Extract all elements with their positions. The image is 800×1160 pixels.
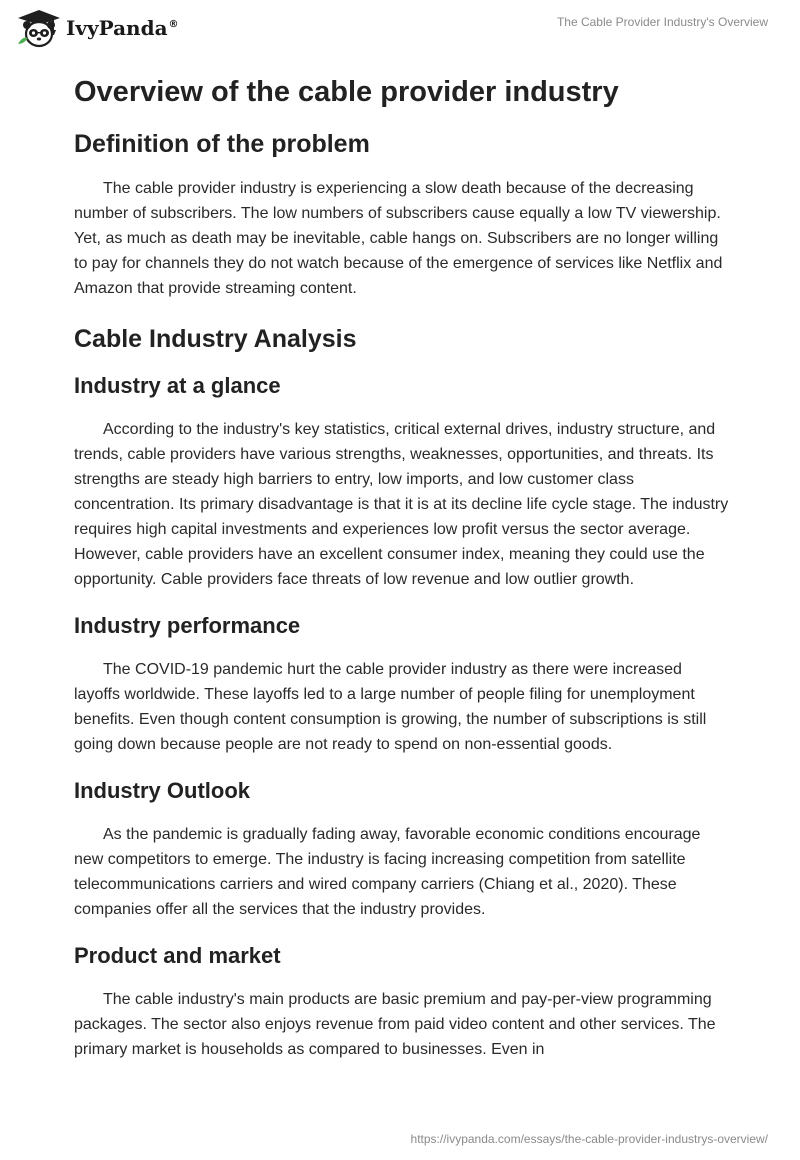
article-content — [74, 70, 730, 1062]
document-title: The Cable Provider Industry's Overview — [556, 15, 768, 29]
ivypanda-logo[interactable] — [16, 8, 179, 48]
panda-graduate-icon — [16, 8, 62, 48]
section-heading-cable-industry-analysis: Cable Industry Analysis — [74, 325, 357, 353]
section-heading-industry-performance: Industry performance — [74, 613, 301, 638]
section-heading-industry-at-a-glance: Industry at a glance — [74, 373, 281, 398]
section-paragraph-industry-at-a-glance: According to the industry's key statistics, critical external drives, industry structure, and trends, cable providers have various strengths, weaknesses, opportunities, and threats. Its strengths are steady high barriers to entry, low imports, and low customer class concentration. Its primary disadvantage is that it is at its decline life cycle stage. The industry requires high capital investments and experiences low profit versus the sector average. However, cable providers have an excellent consumer index, meaning they could use the opportunity. Cable providers face threats of low revenue and low outlier growth. — [74, 421, 729, 588]
section-paragraph-industry-outlook: As the pandemic is gradually fading away, favorable economic conditions encourage new competitors to emerge. The industry is facing increasing competition from satellite telecommunications carriers and wired company carriers (Chiang et al., 2020). These companies offer all the services that the industry provides. — [74, 826, 701, 918]
brand-name: IvyPanda® — [66, 16, 179, 40]
section-heading-industry-outlook: Industry Outlook — [74, 778, 250, 803]
section-paragraph-product-and-market: The cable industry's main products are basic premium and pay-per-view programming packages. The sector also enjoys revenue from paid video content and other services. The primary market is households as compared to businesses. Even in — [74, 991, 716, 1058]
page-header — [0, 0, 800, 60]
section-paragraph-definition: The cable provider industry is experiencing a slow death because of the decreasing number of subscribers. The low numbers of subscribers cause equally a low TV viewership. Yet, as much as death may be inevitable, cable hangs on. Subscribers are no longer willing to pay for channels they do not watch because of the emergence of services like Netflix and Amazon that provide streaming content. — [74, 180, 723, 297]
section-heading-definition: Definition of the problem — [74, 130, 370, 158]
article-title: Overview of the cable provider industry — [74, 76, 619, 108]
section-paragraph-industry-performance: The COVID-19 pandemic hurt the cable provider industry as there were increased layoffs worldwide. These layoffs led to a large number of people filing for unemployment benefits. Even though content consumption is growing, the number of subscriptions is still going down because people are not ready to spend on non-essential goods. — [74, 661, 707, 753]
source-url-link[interactable]: https://ivypanda.com/essays/the-cable-provider-industrys-overview/ — [410, 1132, 768, 1146]
section-heading-product-and-market: Product and market — [74, 943, 281, 968]
